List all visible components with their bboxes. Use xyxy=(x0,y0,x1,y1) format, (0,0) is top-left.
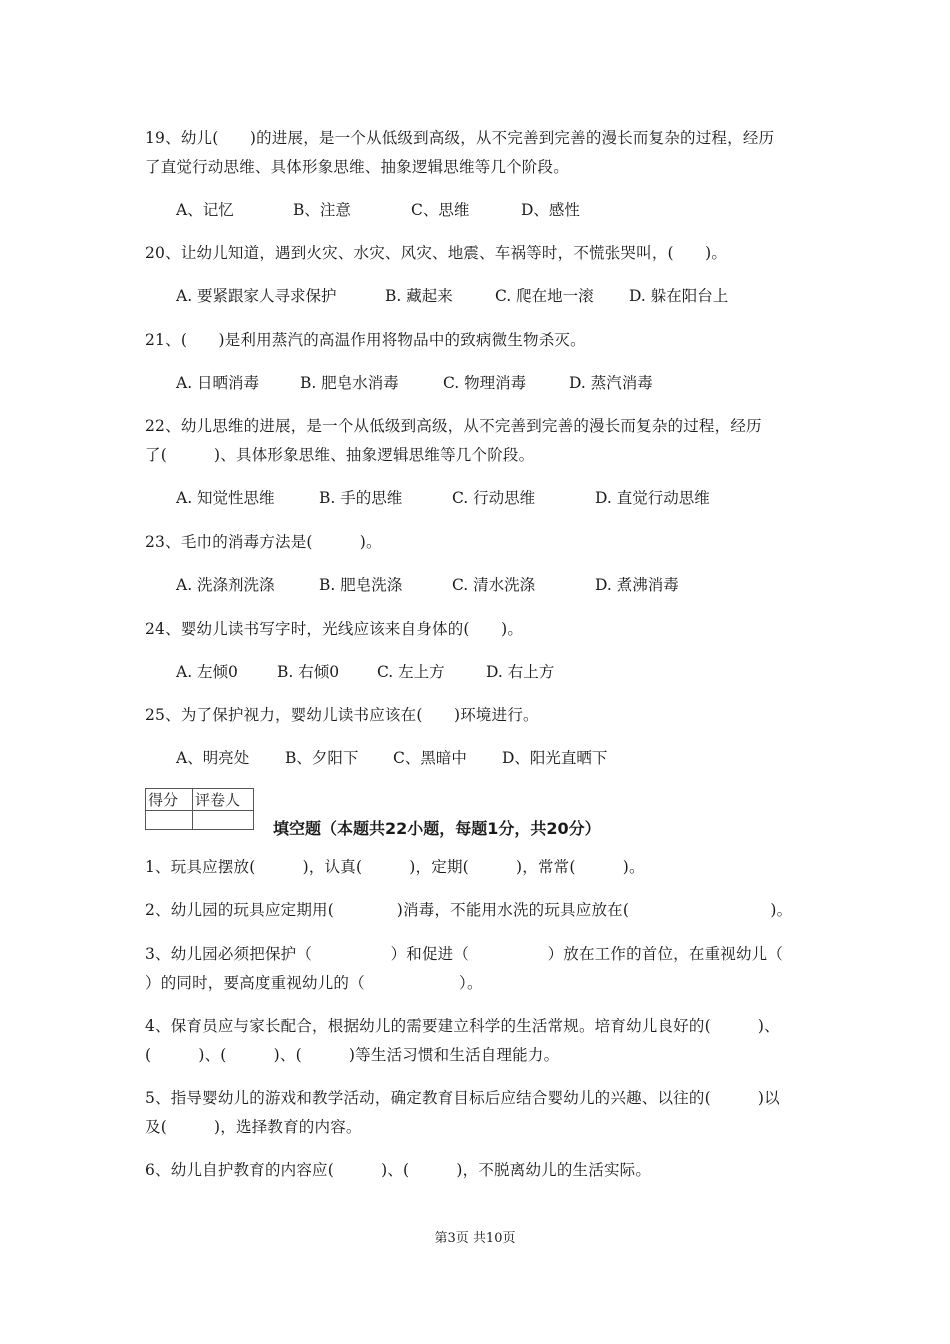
page-footer: 第3页 共10页 xyxy=(434,1231,516,1246)
score-header: 得分 xyxy=(146,789,193,811)
question-25-line-1: 25、为了保护视力，婴幼儿读书应该在( )环境进行。 xyxy=(145,706,539,724)
option-d: D. 直觉行动思维 xyxy=(595,489,710,507)
option-a: A、明亮处 xyxy=(176,749,250,767)
option-a: A. 日晒消毒 xyxy=(176,374,260,392)
fill-blank-6-line-1: 6、幼儿自护教育的内容应( )、( )，不脱离幼儿的生活实际。 xyxy=(145,1161,652,1179)
question-22-options xyxy=(176,488,710,508)
option-d: D. 煮沸消毒 xyxy=(595,576,679,594)
option-b: B、注意 xyxy=(293,201,351,219)
option-c: C. 左上方 xyxy=(377,663,445,681)
score-table xyxy=(145,788,254,830)
question-20-line-1: 20、让幼儿知道，遇到火灾、水灾、风灾、地震、车祸等时，不慌张哭叫，( )。 xyxy=(145,244,728,262)
option-c: C. 清水洗涤 xyxy=(452,576,536,594)
fill-blank-3-line-1: 3、幼儿园必须把保护（ ）和促进（ ）放在工作的首位，在重视幼儿（ xyxy=(145,945,784,963)
fill-blank-5-line-2: 及( )，选择教育的内容。 xyxy=(145,1118,362,1136)
question-25-options xyxy=(176,748,607,768)
option-c: C. 行动思维 xyxy=(452,489,536,507)
option-a: A. 知觉性思维 xyxy=(176,489,275,507)
question-21-options xyxy=(176,373,653,393)
fill-blank-4-line-2: ( )、( )、( )等生活习惯和生活自理能力。 xyxy=(145,1046,560,1064)
question-24-options xyxy=(176,662,554,682)
grader-header: 评卷人 xyxy=(193,789,254,811)
question-20-options xyxy=(176,286,728,306)
option-b: B. 手的思维 xyxy=(319,489,403,507)
option-a: A. 左倾0 xyxy=(176,663,238,681)
question-21-line-1: 21、( )是利用蒸汽的高温作用将物品中的致病微生物杀灭。 xyxy=(145,331,586,349)
fill-blank-1-line-1: 1、玩具应摆放( )，认真( )，定期( )，常常( )。 xyxy=(145,858,645,876)
option-c: C. 物理消毒 xyxy=(443,374,527,392)
option-a: A、记忆 xyxy=(176,201,234,219)
option-b: B. 右倾0 xyxy=(277,663,340,681)
option-a: A. 要紧跟家人寻求保护 xyxy=(176,287,337,305)
question-19-line-2: 了直觉行动思维、具体形象思维、抽象逻辑思维等几个阶段。 xyxy=(145,158,569,176)
fill-blank-4-line-1: 4、保育员应与家长配合，根据幼儿的需要建立科学的生活常规。培育幼儿良好的( )、 xyxy=(145,1017,780,1035)
option-b: B. 藏起来 xyxy=(385,287,453,305)
question-23-line-1: 23、毛巾的消毒方法是( )。 xyxy=(145,533,382,551)
question-19-options xyxy=(176,200,580,220)
option-c: C. 爬在地一滚 xyxy=(495,287,594,305)
fill-blank-5-line-1: 5、指导婴幼儿的游戏和教学活动，确定教育目标后应结合婴幼儿的兴趣、以往的( )以 xyxy=(145,1089,780,1107)
section-title: 填空题（本题共22小题，每题1分，共20分） xyxy=(273,819,601,838)
fill-blank-3-line-2: ）的同时，要高度重视幼儿的（ ）。 xyxy=(145,974,483,992)
option-d: D、感性 xyxy=(521,201,580,219)
option-d: D. 蒸汽消毒 xyxy=(569,374,653,392)
option-b: B. 肥皂洗涤 xyxy=(319,576,403,594)
option-a: A. 洗涤剂洗涤 xyxy=(176,576,275,594)
option-d: D. 右上方 xyxy=(486,663,555,681)
question-22-line-2: 了( )、具体形象思维、抽象逻辑思维等几个阶段。 xyxy=(145,446,535,464)
option-d: D、阳光直晒下 xyxy=(502,749,608,767)
option-d: D. 躲在阳台上 xyxy=(629,287,729,305)
option-b: B. 肥皂水消毒 xyxy=(300,374,399,392)
option-c: C、黑暗中 xyxy=(393,749,467,767)
question-22-line-1: 22、幼儿思维的进展，是一个从低级到高级，从不完善到完善的漫长而复杂的过程，经历 xyxy=(145,417,762,435)
fill-blank-2-line-1: 2、幼儿园的玩具应定期用( )消毒，不能用水洗的玩具应放在( )。 xyxy=(145,901,793,919)
option-c: C、思维 xyxy=(411,201,470,219)
question-24-line-1: 24、婴幼儿读书写字时，光线应该来自身体的( )。 xyxy=(145,620,524,638)
question-19-line-1: 19、幼儿( )的进展，是一个从低级到高级，从不完善到完善的漫长而复杂的过程，经历 xyxy=(145,129,775,147)
question-23-options xyxy=(176,575,679,595)
option-b: B、夕阳下 xyxy=(285,749,359,767)
score-cell xyxy=(146,811,193,830)
grader-cell xyxy=(193,811,254,830)
